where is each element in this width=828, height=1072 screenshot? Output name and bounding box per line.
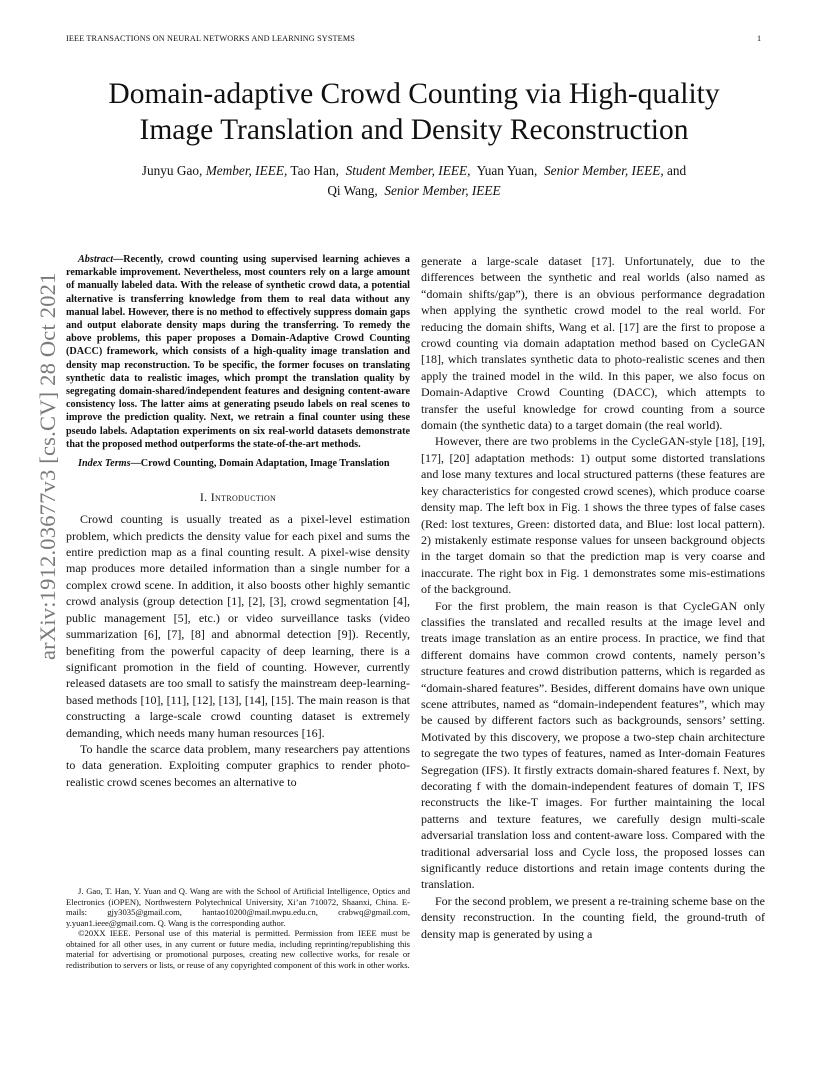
body-paragraph: For the first problem, the main reason is that CycleGAN only classifies the translated and recalled results at the image level and treats image translation as an entire process. In practice, we find that different domains have common crowd contents, namely person’s structure features and crowd distribution patterns, which is regarded as “domain-shared features”. Besides, different domains have own unique scene attributes, named as “domain-independent features”, which may be caused by different factors such as backgrounds, sensors’ setting. Motivated by this discovery, we propose a two-step chain architecture to segregate the two types of features, named as Inter-domain Features Segregation (IFS). It firstly extracts domain-shared features f. Next, by decorating f with the domain-independent features of domain T, IFS reconstructs the like-T images. For further maintaining the local patterns and texture features, we carefully design multi-scale adversarial translation loss and content-aware loss. Compared with the traditional adversarial loss and Cycle loss, the proposed losses can significantly reduce distortions and retain image contents during the translation. bbox=[421, 598, 765, 892]
author-conjunction: and bbox=[667, 163, 687, 178]
author-list bbox=[60, 161, 768, 201]
arxiv-identifier-stamp[interactable]: arXiv:1912.03677v3 [cs.CV] 28 Oct 2021 bbox=[35, 272, 60, 660]
section-name: Introduction bbox=[210, 490, 277, 505]
author-name: Yuan Yuan, bbox=[476, 163, 538, 178]
author-line-1 bbox=[60, 161, 768, 181]
footnotes bbox=[66, 886, 410, 970]
body-paragraph: However, there are two problems in the CycleGAN-style [18], [19], [17], [20] adaptation methods: 1) output some distorted translations and lose many textures and local structured patterns (these features are key characteristics for congested crowd scenes), which produce coarse density map. The left box in Fig. 1 shows the three types of false cases (Red: lost textures, Green: distorted data, and Blue: lost local pattern). 2) mistakenly estimate response values for unseen background objects in the target domain so that the prediction map is very coarse and inaccurate. The right box in Fig. 1 demonstrates some mis-estimations of the background. bbox=[421, 434, 765, 597]
abstract-label: Abstract bbox=[78, 254, 114, 265]
copyright-footnote: ©20XX IEEE. Personal use of this material is permitted. Permission from IEEE must be obtained for all other uses, in any current or future media, including reprinting/republishing this material for advertising or promotional purposes, creating new collective works, for resale or redistribution to servers or lists, or reuse of any copyrighted component of this work in other works. bbox=[66, 928, 410, 970]
section-heading bbox=[66, 490, 410, 505]
body-paragraph: generate a large-scale dataset [17]. Unfortunately, due to the differences between the synthetic and real worlds (also named as “domain shifts/gap”), there is an obvious performance degradation when applying the synthetic crowd model to the real world. For reducing the domain shifts, Wang et al. [17] are the first to propose a crowd counting via domain adaptation method based on CycleGAN [18], which translates synthetic data to photo-realistic scenes and then apply the trained model in the wild. In this paper, we also focus on Domain-Adaptive Crowd Counting (DACC), which attempts to transfer the useful knowledge for crowd counting from a source domain (the synthetic data) to a target domain (the real world). bbox=[421, 254, 765, 433]
body-paragraph: For the second problem, we present a re-training scheme base on the density reconstruction. In the counting field, the ground-truth of density map is generated by using a bbox=[421, 893, 765, 941]
paper-title bbox=[60, 76, 768, 148]
author-membership: Student Member, IEEE, bbox=[345, 163, 471, 178]
abstract bbox=[66, 253, 410, 451]
abstract-text: —Recently, crowd counting using supervised learning achieves a remarkable improvement. Nevertheless, most counters rely on a large amount of manually labeled data. With the release of synthetic crowd data, a potential alternative is transferring knowledge from them to real data without any manual label. However, there is no method to effectively suppress domain gaps and output elaborate density maps during the transferring. To remedy the above problems, this paper proposes a Domain-Adaptive Crowd Counting (DACC) framework, which consists of a high-quality image translation and density map reconstruction. To be specific, the former focuses on translating synthetic data to realistic images, which prompt the translation quality by segregating domain-shared/independent features and designing content-aware consistency loss. The latter aims at generating pseudo labels on real scenes to improve the prediction quality. Next, we retrain a final counter using these pseudo labels. Adaptation experiments on six real-world datasets demonstrate that the proposed method outperforms the state-of-the-art methods. bbox=[66, 254, 410, 450]
index-terms-text: —Crowd Counting, Domain Adaptation, Image Translation bbox=[130, 458, 390, 470]
author-name: Qi Wang, bbox=[327, 183, 378, 198]
page-number: 1 bbox=[757, 34, 762, 43]
author-membership: Senior Member, IEEE bbox=[384, 183, 501, 198]
index-terms-label: Index Terms bbox=[78, 458, 131, 470]
author-name: Junyu Gao, bbox=[141, 163, 203, 178]
title-line-1: Domain-adaptive Crowd Counting via High-quality bbox=[108, 78, 720, 110]
section-number: I. bbox=[199, 490, 208, 505]
author-name: Tao Han, bbox=[290, 163, 339, 178]
right-column bbox=[421, 253, 765, 942]
body-paragraph: Crowd counting is usually treated as a pixel-level estimation problem, which predicts the density value for each pixel and sums the entire prediction map as a final counting result. A pixel-wise density map produces more detailed information than a single number for a complex crowd scene. In addition, it also boosts other highly semantic crowd analysis (group detection [1], [2], [3], crowd segmentation [4], public management [5], etc.) or video surveillance tasks (video summarization [6], [7], [8] and abnormal detection [9]). Recently, benefiting from the powerful capacity of deep learning, there is a significant promotion in the field of counting. However, currently released datasets are too small to satisfy the mainstream deep-learning-based methods [10], [11], [12], [13], [14], [15]. The main reason is that constructing a large-scale crowd counting dataset is extremely demanding, which needs many human resources [16]. bbox=[66, 512, 410, 740]
body-paragraph: To handle the scarce data problem, many researchers pay attentions to data generation. Exploiting computer graphics to render photo-realistic crowd scenes becomes an alternative to bbox=[66, 741, 410, 789]
affiliation-footnote: J. Gao, T. Han, Y. Yuan and Q. Wang are with the School of Artificial Intelligence, Optics and Electronics (iOPEN), Northwestern Polytechnical University, Xi’an 710072, Shaanxi, China. E-mails: gjy3035@gmail.com, hantao10200@mail.nwpu.edu.cn, crabwq@gmail.com, y.yuan1.ieee@gmail.com. Q. Wang is the corresponding author. bbox=[66, 886, 410, 928]
running-head: IEEE TRANSACTIONS ON NEURAL NETWORKS AND LEARNING SYSTEMS bbox=[66, 34, 355, 43]
title-line-2: Image Translation and Density Reconstruction bbox=[139, 114, 689, 146]
author-membership: Senior Member, IEEE, bbox=[544, 163, 664, 178]
author-line-2 bbox=[60, 181, 768, 201]
index-terms bbox=[66, 457, 410, 470]
author-membership: Member, IEEE, bbox=[205, 163, 288, 178]
left-column bbox=[66, 253, 410, 790]
